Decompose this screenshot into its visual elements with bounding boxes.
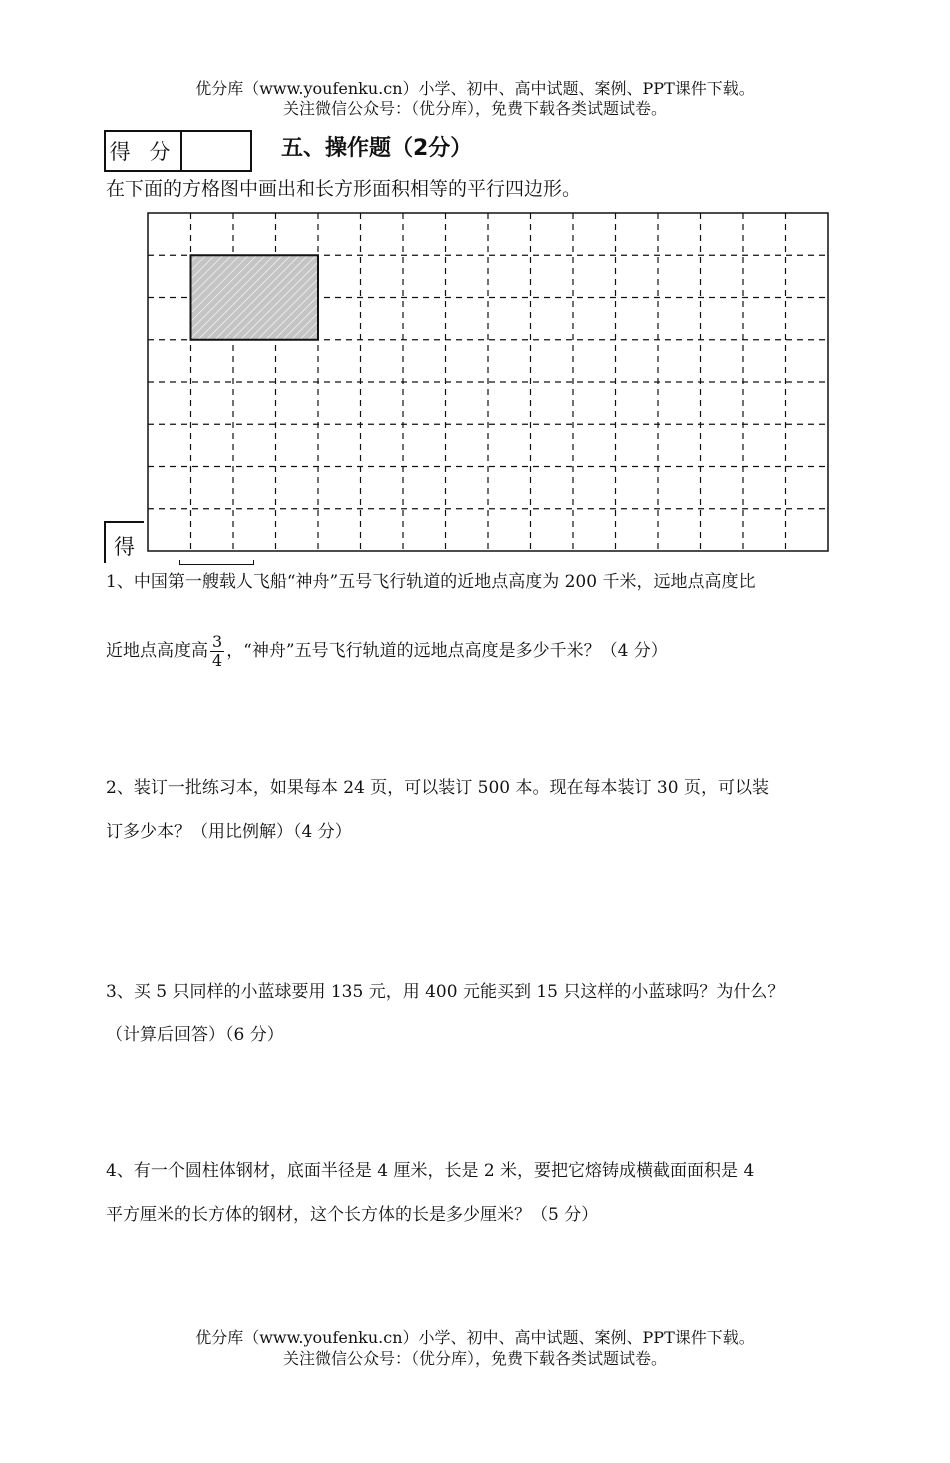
fraction-numerator: 3 — [212, 632, 223, 651]
fraction-denominator: 4 — [212, 651, 223, 670]
section-title: 五、操作题（2分） — [281, 136, 473, 161]
question-4-line-1: 4、有一个圆柱体钢材，底面半径是 4 厘米，长是 2 米，要把它熔铸成横截面面积是 4 — [106, 1161, 755, 1181]
shaded-rectangle — [191, 255, 319, 340]
question-4-line-2: 平方厘米的长方体的钢材，这个长方体的长是多少厘米？（5 分） — [106, 1205, 599, 1225]
score-box-small: 得 — [104, 521, 144, 563]
fraction — [210, 633, 224, 670]
question-1-line-1: 1、中国第一艘载人飞船“神舟”五号飞行轨道的近地点高度为 200 千米，远地点高度比 — [106, 572, 756, 592]
footer-line-2: 关注微信公众号：（优分库），免费下载各类试题试卷。 — [282, 1349, 667, 1368]
question-3-line-1: 3、买 5 只同样的小蓝球要用 135 元，用 400 元能买到 15 只这样的小蓝球吗？为什么？ — [106, 982, 785, 1002]
score-box — [104, 130, 252, 172]
score-label: 得 分 — [106, 132, 182, 170]
question-1-text-after: ，“神舟”五号飞行轨道的远地点高度是多少千米？（4 分） — [226, 641, 668, 661]
footer-line-1: 优分库（www.youfenku.cn）小学、初中、高中试题、案例、PPT课件下载。 — [195, 1328, 755, 1347]
score-box-bracket — [179, 560, 254, 565]
score-blank — [182, 132, 250, 170]
question-1-text-before: 近地点高度高 — [106, 641, 208, 661]
header-line-1: 优分库（www.youfenku.cn）小学、初中、高中试题、案例、PPT课件下载。 — [195, 79, 755, 98]
question-2-line-1: 2、装订一批练习本，如果每本 24 页，可以装订 500 本。现在每本装订 30 页，可以装 — [106, 778, 769, 798]
section-instruction: 在下面的方格图中画出和长方形面积相等的平行四边形。 — [106, 178, 582, 200]
question-3-line-2: （计算后回答）（6 分） — [106, 1025, 284, 1045]
question-1-line-2 — [106, 633, 866, 670]
square-grid — [147, 212, 829, 554]
question-2-line-2: 订多少本？（用比例解）（4 分） — [106, 822, 352, 842]
header-line-2: 关注微信公众号：（优分库），免费下载各类试题试卷。 — [282, 99, 667, 118]
